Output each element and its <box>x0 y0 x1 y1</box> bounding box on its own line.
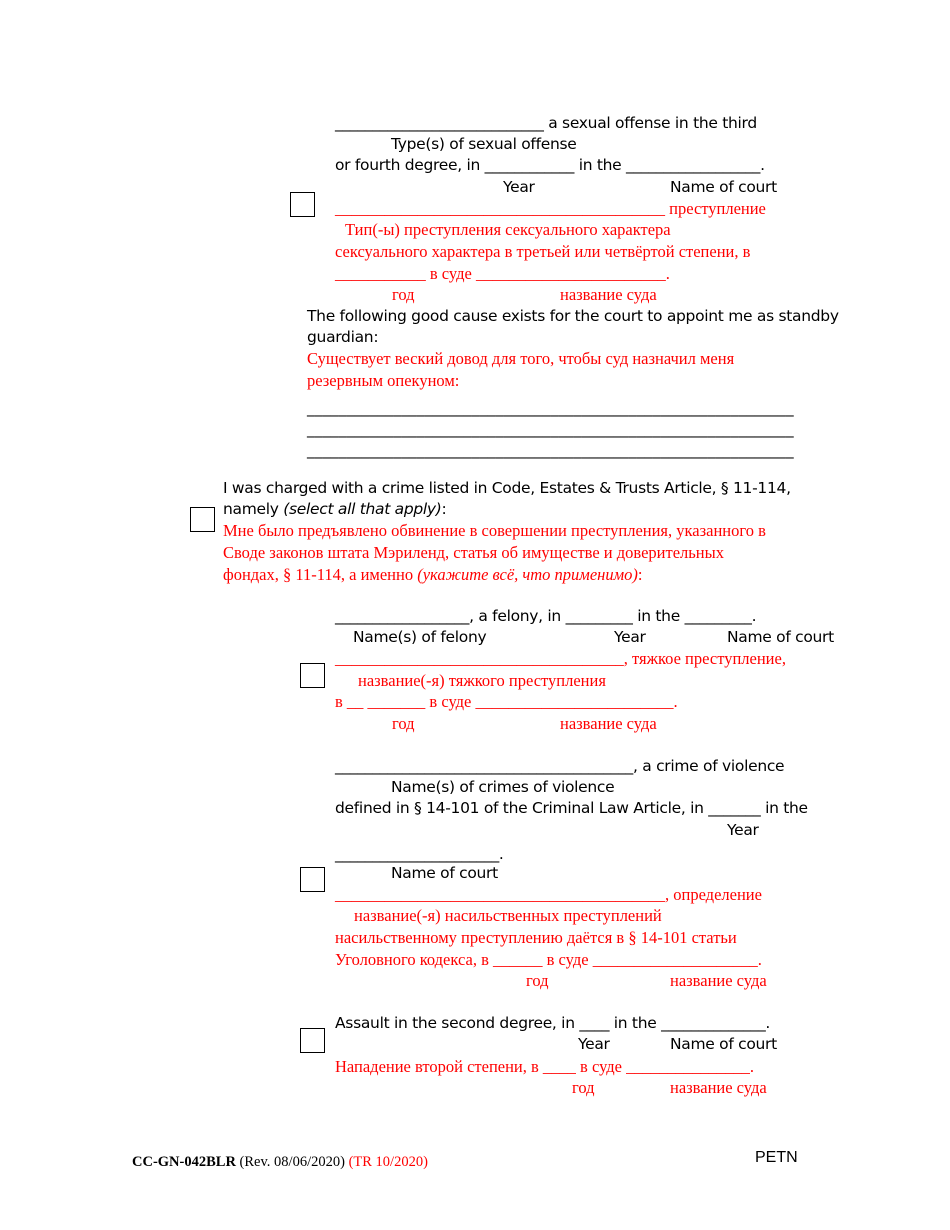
form-code: PETN <box>755 1149 798 1166</box>
violence-law-line-ru: насильственному преступлению даётся в § 14-101 статьи <box>335 928 737 947</box>
form-revision: (Rev. 08/06/2020) <box>235 1154 349 1170</box>
violence-year-label: Year <box>727 821 759 839</box>
sexual-offense-checkbox[interactable] <box>290 192 315 217</box>
sexual-offense-degree-line-ru: сексуального характера в третьей или четвёртой степени, в <box>335 242 751 261</box>
good-cause-text-ru: Существует веский довод для того, чтобы суд назначил меня <box>307 349 735 368</box>
assault-line-ru: Нападение второй степени, в ____ в суде _______________. <box>335 1057 754 1076</box>
form-footer <box>132 1153 428 1171</box>
sexual-offense-line-ru: ________________________________________ преступление <box>335 199 766 218</box>
sexual-offense-type-label: Type(s) of sexual offense <box>391 135 577 153</box>
violence-court-line-ru: Уголовного кодекса, в ______ в суде ____________________. <box>335 950 762 969</box>
violence-name-label-ru: название(-я) насильственных преступлений <box>354 906 662 925</box>
felony-year-label-ru: год <box>392 714 415 733</box>
good-cause-blank-line-1[interactable]: ______________________________________________________________ <box>307 399 794 417</box>
charged-text-2: namely (select all that apply): <box>223 500 447 518</box>
felony-court-label-ru: название суда <box>560 714 657 733</box>
court-label-ru: название суда <box>560 285 657 304</box>
charged-text-ru-2: Своде законов штата Мэриленд, статья об имуществе и доверительных <box>223 543 724 562</box>
violence-line-ru: ________________________________________, определение <box>335 885 762 904</box>
felony-year-label: Year <box>614 628 646 646</box>
good-cause-blank-line-2[interactable]: ______________________________________________________________ <box>307 420 794 438</box>
charged-text-ru: Мне было предъявлено обвинение в совершении преступления, указанного в <box>223 521 766 540</box>
court-label: Name of court <box>670 178 777 196</box>
violence-name-label: Name(s) of crimes of violence <box>391 778 615 796</box>
assault-court-label: Name of court <box>670 1035 777 1053</box>
year-label: Year <box>503 178 535 196</box>
form-translation-revision: (TR 10/2020) <box>348 1154 428 1170</box>
sexual-offense-degree-line: or fourth degree, in ____________ in the __________________. <box>335 156 765 174</box>
violence-court-label-ru: название суда <box>670 971 767 990</box>
sexual-offense-line: ____________________________ a sexual offense in the third <box>335 114 757 132</box>
sexual-offense-type-label-ru: Тип(-ы) преступления сексуального характера <box>345 220 671 239</box>
violence-law-line: defined in § 14-101 of the Criminal Law Article, in _______ in the <box>335 799 808 817</box>
felony-line-ru: ___________________________________, тяжкое преступление, <box>335 649 786 668</box>
felony-checkbox[interactable] <box>300 663 325 688</box>
assault-court-label-ru: название суда <box>670 1078 767 1097</box>
assault-year-label: Year <box>578 1035 610 1053</box>
felony-court-line-ru: в __ _______ в суде ________________________. <box>335 692 678 711</box>
felony-court-label: Name of court <box>727 628 834 646</box>
felony-name-label: Name(s) of felony <box>353 628 487 646</box>
charged-text-ru-3: фондах, § 11-114, а именно (укажите всё, что применимо): <box>223 565 643 584</box>
violence-court-label: Name of court <box>391 864 498 882</box>
good-cause-text: The following good cause exists for the court to appoint me as standby <box>307 307 839 325</box>
felony-line: __________________, a felony, in _________ in the _________. <box>335 607 757 625</box>
form-id: CC-GN-042BLR <box>132 1154 236 1170</box>
assault-line: Assault in the second degree, in ____ in the ______________. <box>335 1014 771 1032</box>
violence-line: ________________________________________, a crime of violence <box>335 757 785 775</box>
violence-checkbox[interactable] <box>300 867 325 892</box>
assault-checkbox[interactable] <box>300 1028 325 1053</box>
charged-text: I was charged with a crime listed in Code, Estates & Trusts Article, § 11-114, <box>223 479 791 497</box>
violence-year-label-ru: год <box>526 971 549 990</box>
violence-court-line: ______________________. <box>335 845 504 863</box>
good-cause-blank-line-3[interactable]: ______________________________________________________________ <box>307 441 794 459</box>
charged-checkbox[interactable] <box>190 507 215 532</box>
sexual-offense-court-line-ru: ___________ в суде _______________________. <box>335 264 670 283</box>
felony-name-label-ru: название(-я) тяжкого преступления <box>358 671 606 690</box>
assault-year-label-ru: год <box>572 1078 595 1097</box>
good-cause-text-ru-2: резервным опекуном: <box>307 371 460 390</box>
year-label-ru: год <box>392 285 415 304</box>
good-cause-text-2: guardian: <box>307 328 379 346</box>
